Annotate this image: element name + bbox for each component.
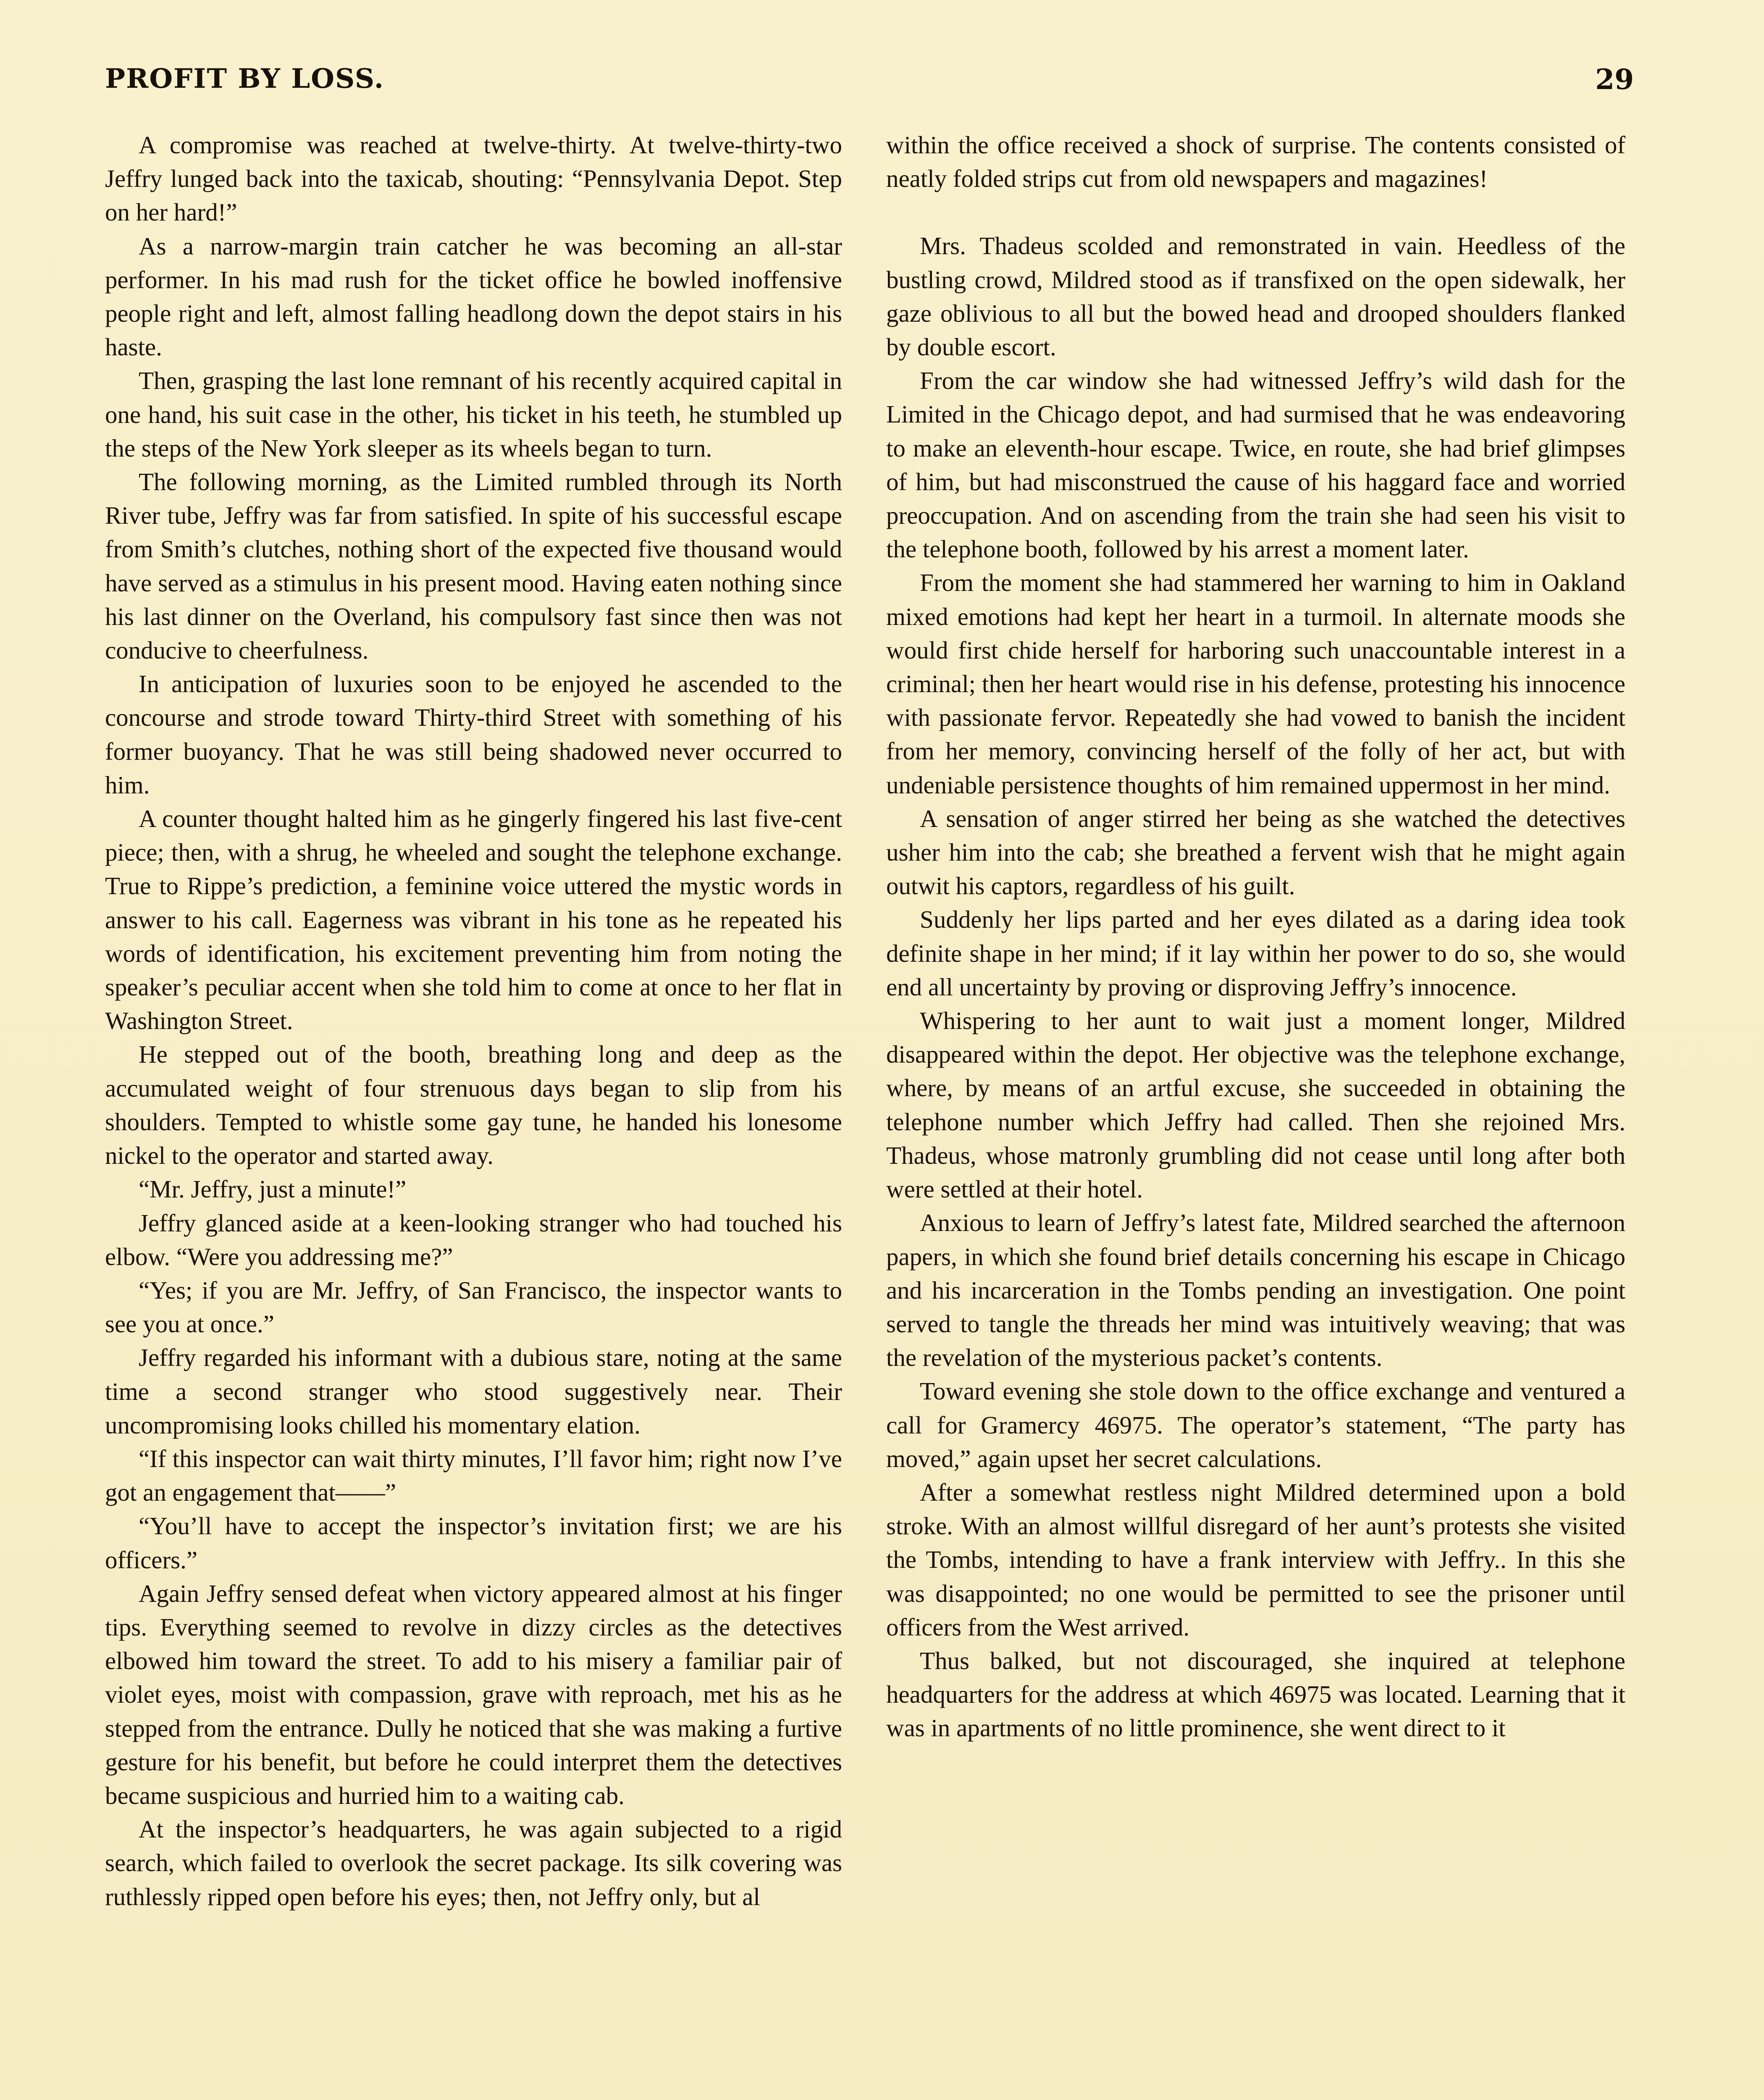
paragraph: “If this inspector can wait thirty minutes, I’ll favor him; right now I’ve got an engagement that——” [105,1444,842,1507]
left-column [105,128,842,1914]
paragraph: Jeffry regarded his informant with a dubious stare, noting at the same time a second stranger who stood suggestively near. Their uncompromising looks chilled his momentary elation. [105,1344,842,1439]
page-header [105,63,1634,109]
paragraph: From the moment she had stammered her warning to him in Oakland mixed emotions had kept her heart in a turmoil. In alternate moods she would first chide herself for harboring such unaccountable interest in a criminal; then her heart would rise in his defense, protesting his innocence with passionate fervor. Repeatedly she had vowed to banish the incident from her memory, convincing herself of the folly of her act, but with undeniable persistence thoughts of him remained uppermost in her mind. [886,569,1625,799]
paragraph: Then, grasping the last lone remnant of his recently acquired capital in one hand, his suit case in the other, his ticket in his teeth, he stumbled up the steps of the New York sleeper as its wheels began to turn. [105,367,842,462]
paragraph: “You’ll have to accept the inspector’s invitation first; we are his officers.” [105,1512,842,1574]
paragraph: At the inspector’s headquarters, he was again subjected to a rigid search, which failed to overlook the secret package. Its silk covering was ruthlessly ripped open before his eyes; then, not Jeffry only, but al [105,1815,842,1911]
paragraph: Toward evening she stole down to the office exchange and ventured a call for Gramercy 46975. The operator’s statement, “The party has moved,” again upset her secret calculations. [886,1377,1625,1473]
running-title: PROFIT BY LOSS. [105,63,385,94]
paragraph: The following morning, as the Limited rumbled through its North River tube, Jeffry was far from satisfied. In spite of his successful escape from Smith’s clutches, nothing short of the expected five thousand would have served as a stimulus in his present mood. Having eaten nothing since his last dinner on the Overland, his compulsory fast since then was not conducive to cheerfulness. [105,468,842,664]
paragraph: Thus balked, but not discouraged, she inquired at telephone headquarters for the address at which 46975 was located. Learning that it was in apartments of no little prominence, she went direct to it [886,1646,1625,1742]
paragraph: Jeffry glanced aside at a keen-looking stranger who had touched his elbow. “Were you addressing me?” [105,1209,842,1270]
paragraph: From the car window she had witnessed Jeffry’s wild dash for the Limited in the Chicago depot, and had surmised that he was endeavoring to make an eleventh-hour escape. Twice, en route, she had brief glimpses of him, but had misconstrued the cause of his haggard face and worried preoccupation. And on ascending from the train she had seen his visit to the telephone booth, followed by his arrest a moment later. [886,367,1625,563]
right-column [886,128,1625,1745]
paragraph: within the office received a shock of surprise. The contents consisted of neatly folded strips cut from old newspapers and magazines! [886,131,1625,193]
paragraph: In anticipation of luxuries soon to be enjoyed he ascended to the concourse and strode toward Thirty-third Street with something of his former buoyancy. That he was still being shadowed never occurred to him. [105,670,842,799]
paragraph: “Mr. Jeffry, just a minute!” [139,1175,407,1203]
paragraph: Whispering to her aunt to wait just a moment longer, Mildred disappeared within the depot. Her objective was the telephone exchange, where, by means of an artful excuse, she succeeded in obtaining the telephone number which Jeffry had called. Then she rejoined Mrs. Thadeus, whose matronly grumbling did not cease until long after both were settled at their hotel. [886,1007,1625,1203]
paragraph: “Yes; if you are Mr. Jeffry, of San Francisco, the inspector wants to see you at once.” [105,1276,842,1338]
paragraph: After a somewhat restless night Mildred determined upon a bold stroke. With an almost willful disregard of her aunt’s protests she visited the Tombs, intending to have a frank interview with Jeffry.. In this she was disappointed; no one would be permitted to see the prisoner until officers from the West arrived. [886,1478,1625,1641]
paragraph: A counter thought halted him as he gingerly fingered his last five-cent piece; then, with a shrug, he wheeled and sought the telephone exchange. True to Rippe’s prediction, a feminine voice uttered the mystic words in answer to his call. Eagerness was vibrant in his tone as he repeated his words of identification, his excitement preventing him from noting the speaker’s peculiar accent when she told him to come at once to her flat in Washington Street. [105,805,842,1035]
paragraph: He stepped out of the booth, breathing long and deep as the accumulated weight of four strenuous days began to slip from his shoulders. Tempted to whistle some gay tune, he handed his lonesome nickel to the operator and started away. [105,1040,842,1170]
paragraph: Suddenly her lips parted and her eyes dilated as a daring idea took definite shape in her mind; if it lay within her power to do so, she would end all uncertainty by proving or disproving Jeffry’s innocence. [886,906,1625,1001]
paragraph: Mrs. Thadeus scolded and remonstrated in vain. Heedless of the bustling crowd, Mildred stood as if transfixed on the open sidewalk, her gaze oblivious to all but the bowed head and drooped shoulders flanked by double escort. [886,232,1625,361]
paragraph: A sensation of anger stirred her being as she watched the detectives usher him into the cab; she breathed a fervent wish that he might again outwit his captors, regardless of his guilt. [886,804,1625,900]
paragraph: Again Jeffry sensed defeat when victory appeared almost at his finger tips. Everything seemed to revolve in dizzy circles as the detectives elbowed him toward the street. To add to his misery a familiar pair of violet eyes, moist with compassion, grave with reproach, met his as he stepped from the entrance. Dully he noticed that she was making a furtive gesture for his benefit, but before he could interpret them the detectives became suspicious and hurried him to a waiting cab. [105,1579,842,1809]
paragraph: Anxious to learn of Jeffry’s latest fate, Mildred searched the afternoon papers, in which she found brief details concerning his escape in Chicago and his incarceration in the Tombs pending an investigation. One point served to tangle the threads her mind was intuitively weaving; that was the revelation of the mysterious packet’s contents. [886,1209,1625,1372]
page-number: 29 [1595,63,1634,96]
paragraph: As a narrow-margin train catcher he was becoming an all-star performer. In his mad rush for the ticket office he bowled inoffensive people right and left, almost falling headlong down the depot stairs in his haste. [105,232,842,361]
paragraph: A compromise was reached at twelve-thirty. At twelve-thirty-two Jeffry lunged back into the taxicab, shouting: “Pennsylvania Depot. Step on her hard!” [105,131,842,226]
